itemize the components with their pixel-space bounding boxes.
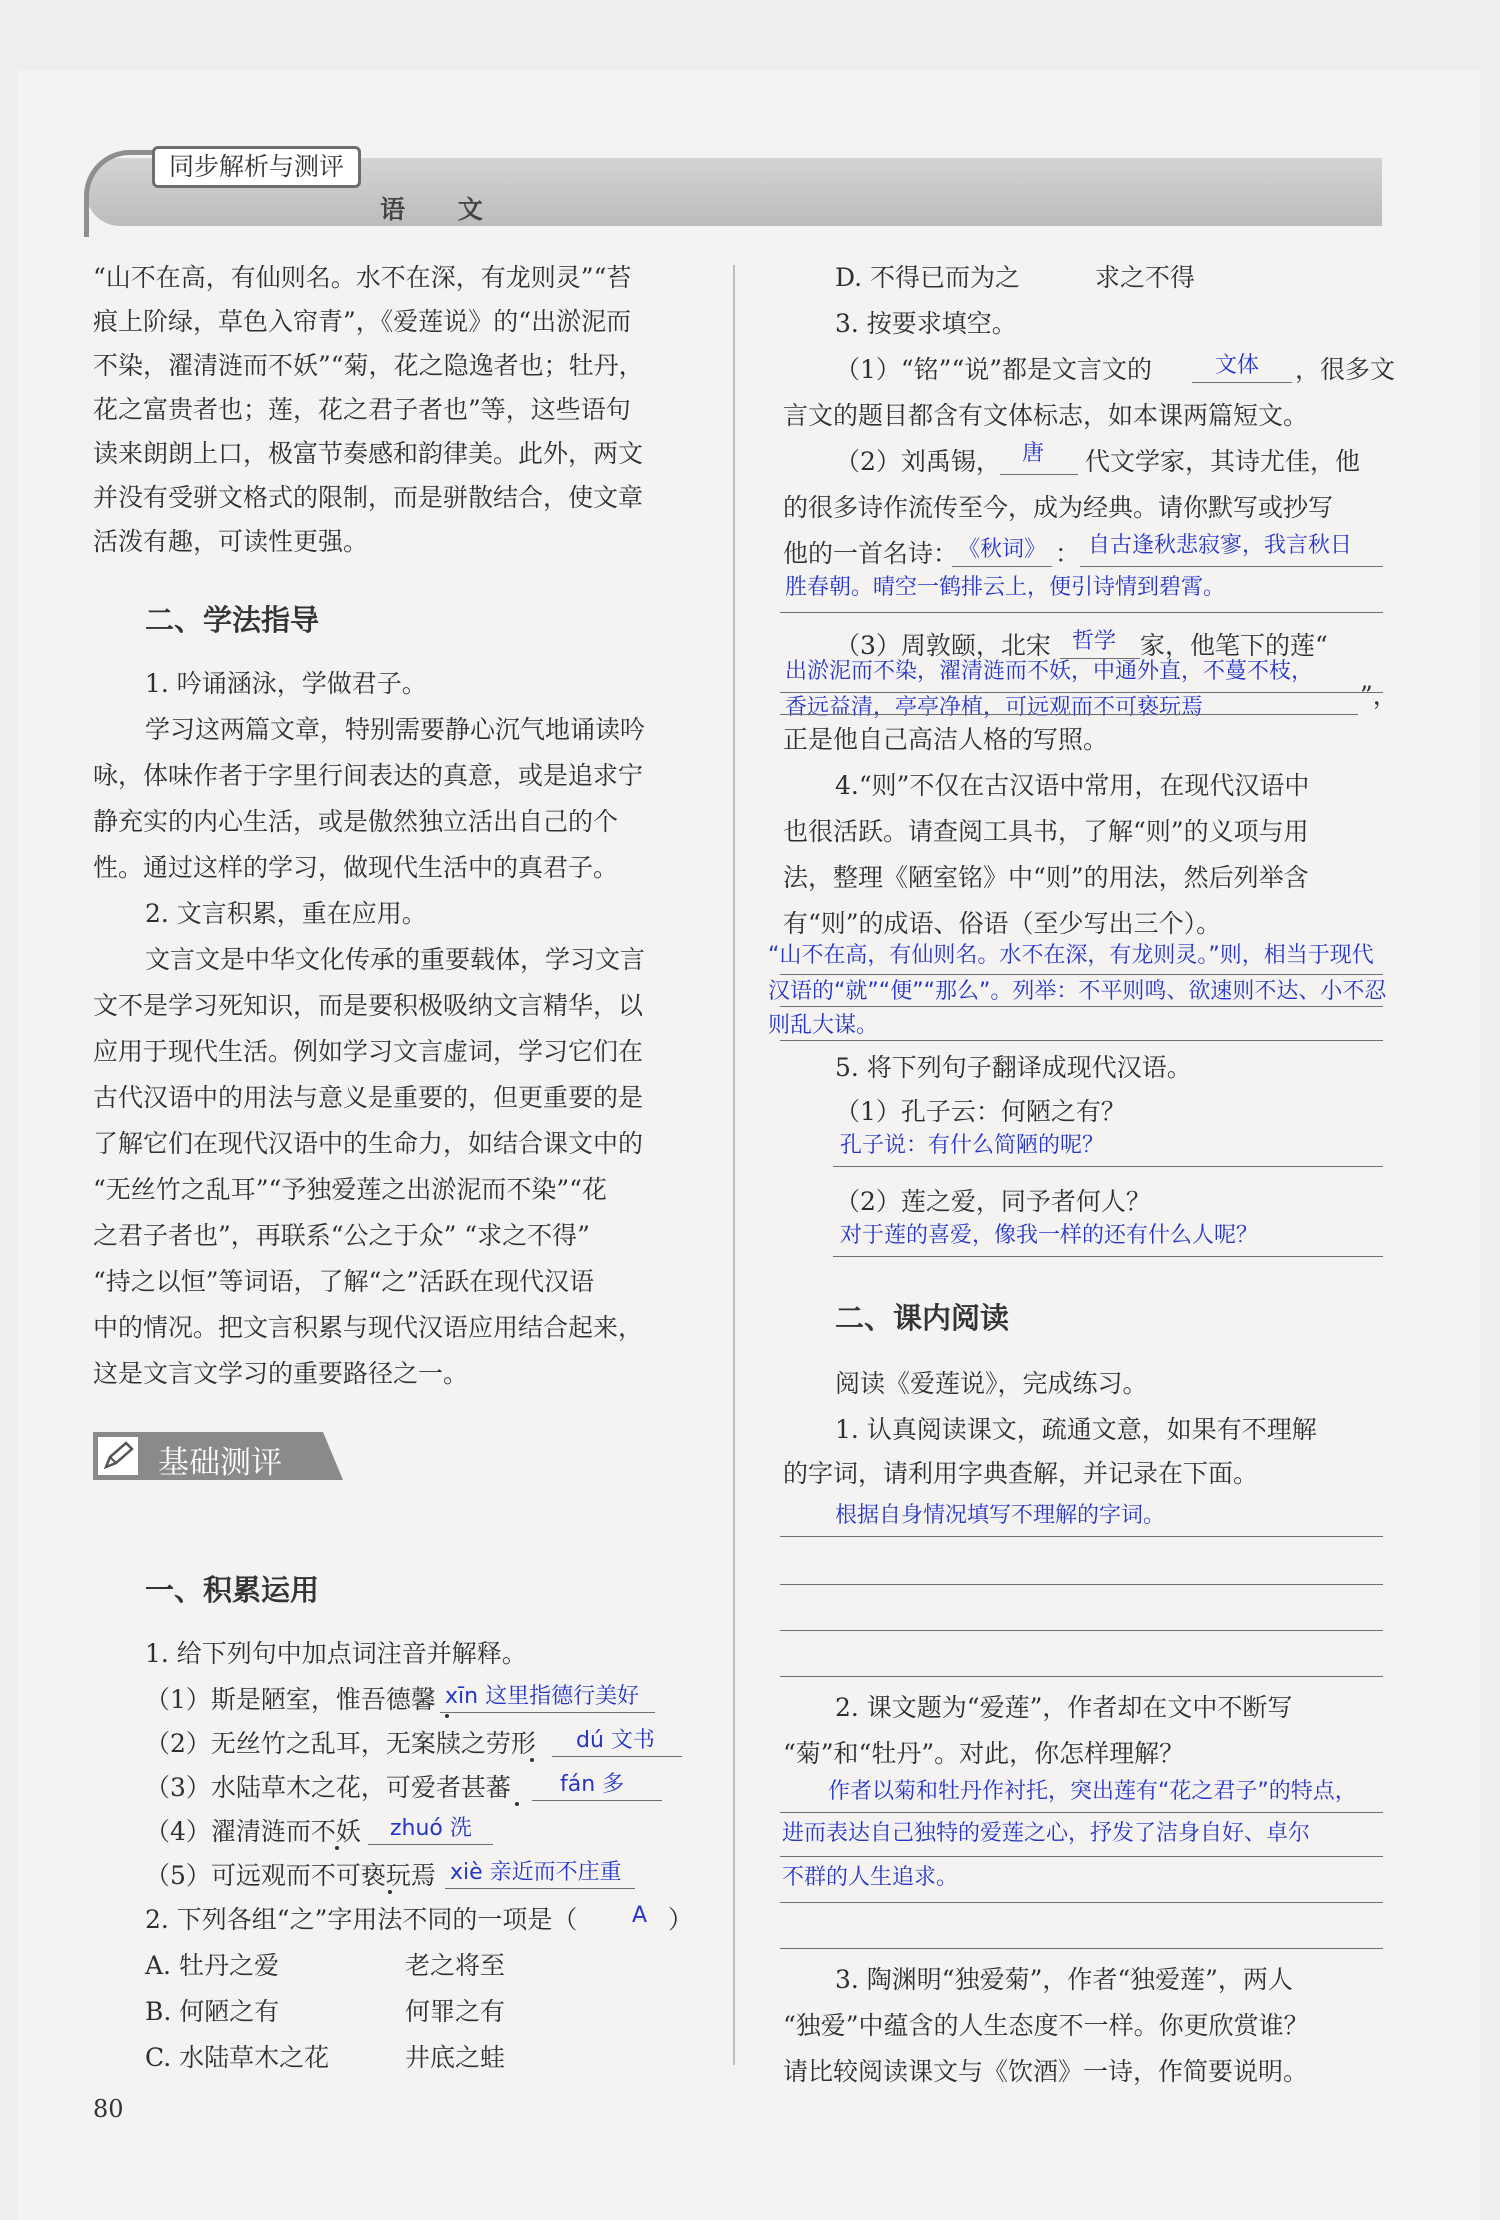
answer-line [445,1888,635,1889]
q1-answer: xiè 亲近而不庄重 [450,1860,622,1885]
q1-item: （2）无丝竹之乱耳，无案牍之劳形 [145,1729,536,1758]
q1-stem: 1. 给下列句中加点词注音并解释。 [145,1639,527,1668]
q3-1-text: 言文的题目都含有文体标志，如本课两篇短文。 [783,401,1309,430]
answer-line [780,1676,1383,1677]
banner-title: 基础测评 [158,1445,282,1481]
q3-3-text: （3）周敦颐，北宋 [835,631,1051,660]
q4-line: 4.“则”不仅在古汉语中常用，在现代汉语中 [835,771,1310,800]
q3-2-text: ： [1055,539,1081,568]
method-line: “无丝竹之乱耳”“予独爱莲之出淤泥而不染”“花 [93,1175,607,1204]
intro-line: 不染，濯清涟而不妖”“菊，花之隐逸者也；牡丹， [93,351,644,380]
q2-close: ） [668,1905,694,1934]
q3-2-answer: 唐 [1022,441,1045,466]
pencil-icon [98,1437,138,1475]
intro-line: 花之富贵者也；莲，花之君子者也”等，这些语句 [93,395,631,424]
method-line: 咏，体味作者于字里行间表达的真意，或是追求宁 [93,761,644,790]
q3-stem: 3. 按要求填空。 [835,309,1017,338]
answer-line [780,1856,1383,1857]
q5-sentence: （2）莲之爱，同予者何人？ [835,1187,1151,1216]
method-line: 了解它们在现代汉语中的生命力，如结合课文中的 [93,1129,644,1158]
answer-line [1000,474,1078,475]
r3-line: 3. 陶渊明“独爱菊”，作者“独爱莲”，两人 [835,1965,1293,1994]
q3-2-poem: 自古逢秋悲寂寥，我言秋日 [1088,533,1353,558]
intro-line: 活泼有趣，可读性更强。 [93,527,369,556]
answer-line [780,1948,1383,1949]
r2-line: “菊”和“牡丹”。对此，你怎样理解？ [783,1739,1185,1768]
q4-line: 也很活跃。请查阅工具书，了解“则”的义项与用 [783,817,1309,846]
q3-3-answer: 哲学 [1072,629,1117,654]
method-line: 古代汉语中的用法与意义是重要的，但更重要的是 [93,1083,644,1112]
q3-3-answer: 香远益清，亭亭净植，可远观而不可亵玩焉 [785,695,1204,720]
r1-line: 1. 认真阅读课文，疏通文意，如果有不理解 [835,1415,1317,1444]
r2-answer: 作者以菊和牡丹作衬托，突出莲有“花之君子”的特点， [828,1779,1357,1804]
q5-answer: 孔子说：有什么简陋的呢？ [840,1133,1105,1158]
q3-3-text: 正是他自己高洁人格的写照。 [783,725,1109,754]
q1-item: （4）濯清涟而不妖 [145,1817,361,1846]
answer-line [952,566,1052,567]
r3-line: “独爱”中蕴含的人生态度不一样。你更欣赏谁？ [783,2011,1309,2040]
page-number: 80 [93,2095,124,2123]
part-title-reading: 二、课内阅读 [835,1301,1010,1335]
q5-answer: 对于莲的喜爱，像我一样的还有什么人呢？ [840,1223,1259,1248]
q3-3-text: ”， [1360,681,1398,710]
r1-answer: 根据自身情况填写不理解的字词。 [835,1503,1166,1528]
q2-stem: 2. 下列各组“之”字用法不同的一项是（ [145,1905,578,1934]
q3-2-text: （2）刘禹锡， [835,447,1001,476]
q2-option: B. 何陋之有 [145,1997,280,2026]
reading-intro: 阅读《爱莲说》，完成练习。 [835,1369,1148,1398]
subject-label: 语 文 [380,195,505,224]
emphasis-dot [445,1714,449,1718]
answer-line [780,1812,1383,1813]
r1-line: 的字词，请利用字典查解，并记录在下面。 [783,1459,1259,1488]
q3-1-answer: 文体 [1215,353,1260,378]
q4-answer: 汉语的“就”“便”“那么”。列举：不平则鸣、欲速则不达、小不忍 [768,979,1387,1004]
answer-line [368,1844,493,1845]
q2-option: D. 不得已而为之 [835,263,1021,292]
method-line: 应用于现代生活。例如学习文言虚词，学习它们在 [93,1037,644,1066]
method-line: 这是文言文学习的重要路径之一。 [93,1359,469,1388]
q5-stem: 5. 将下列句子翻译成现代汉语。 [835,1053,1192,1082]
answer-line [780,1630,1383,1631]
method-line: 文言文是中华文化传承的重要载体，学习文言 [145,945,646,974]
q1-answer: fán 多 [560,1772,625,1797]
q3-2-text: 代文学家，其诗尤佳，他 [1085,447,1361,476]
part-title-accumulation: 一、积累运用 [145,1573,320,1607]
intro-line: 并没有受骈文格式的限制，而是骈散结合，使文章 [93,483,644,512]
q3-1-text: ，很多文 [1295,355,1396,384]
answer-line [780,1006,1383,1007]
answer-line [780,1584,1383,1585]
q3-2-poem: 胜春朝。晴空一鹤排云上，便引诗情到碧霄。 [785,575,1226,600]
q3-3-answer: 出淤泥而不染，濯清涟而不妖，中通外直，不蔓不枝， [785,659,1314,684]
emphasis-dot [335,1846,339,1850]
q3-2-text: 他的一首名诗： [783,539,959,568]
emphasis-dot [515,1802,519,1806]
answer-line [780,1536,1383,1537]
answer-line [833,1166,1383,1167]
answer-line [532,1800,662,1801]
r2-answer: 进而表达自己独特的爱莲之心，抒发了洁身自好、卓尔 [782,1821,1311,1846]
method-line: 中的情况。把文言积累与现代汉语应用结合起来， [93,1313,644,1342]
q2-option: C. 水陆草木之花 [145,2043,330,2072]
q1-item: （3）水陆草木之花，可爱者甚蕃 [145,1773,511,1802]
column-divider [733,265,735,2065]
q4-answer: “山不在高，有仙则名。水不在深，有龙则灵。”则，相当于现代 [768,943,1374,968]
method-line: 2. 文言积累，重在应用。 [145,899,427,928]
q3-3-text: 家，他笔下的莲“ [1140,631,1328,660]
intro-line: 痕上阶绿，草色入帘青”，《爱莲说》的“出淤泥而 [93,307,632,336]
q2-option: 求之不得 [1095,263,1196,292]
method-line: 1. 吟诵涵泳，学做君子。 [145,669,427,698]
series-label: 同步解析与测评 [152,146,361,188]
r3-line: 请比较阅读课文与《饮酒》一诗，作简要说明。 [783,2057,1309,2086]
method-line: “持之以恒”等词语，了解“之”活跃在现代汉语 [93,1267,595,1296]
answer-line [1080,566,1383,567]
q2-option: A. 牡丹之爱 [145,1951,279,1980]
intro-line: “山不在高，有仙则名。水不在深，有龙则灵”“苔 [93,263,632,292]
q1-item: （5）可远观而不可亵玩焉 [145,1861,436,1890]
emphasis-dot [388,1890,392,1894]
answer-line [780,612,1383,613]
method-line: 文不是学习死知识，而是要积极吸纳文言精华，以 [93,991,644,1020]
answer-line [780,692,1383,693]
method-line: 性。通过这样的学习，做现代生活中的真君子。 [93,853,619,882]
q3-2-text: 的很多诗作流传至今，成为经典。请你默写或抄写 [783,493,1334,522]
q2-answer: A [632,1903,648,1928]
q4-line: 有“则”的成语、俗语（至少写出三个）。 [783,909,1222,938]
q2-option: 老之将至 [405,1951,506,1980]
r2-line: 2. 课文题为“爱莲”，作者却在文中不断写 [835,1693,1293,1722]
method-line: 静充实的内心生活，或是傲然独立活出自己的个 [93,807,619,836]
answer-line [780,1040,1383,1041]
answer-line [552,1756,682,1757]
answer-line [780,974,1383,975]
q1-answer: dú 文书 [576,1728,655,1753]
q1-answer: zhuó 洗 [390,1816,472,1841]
q4-answer: 则乱大谋。 [768,1013,879,1038]
method-line: 学习这两篇文章，特别需要静心沉气地诵读吟 [145,715,646,744]
q3-1-text: （1）“铭”“说”都是文言文的 [835,355,1153,384]
q2-option: 井底之蛙 [405,2043,506,2072]
answer-line [1192,382,1292,383]
answer-line [833,1256,1383,1257]
section-title-method: 二、学法指导 [145,603,320,637]
answer-line [780,714,1358,715]
q2-option: 何罪之有 [405,1997,506,2026]
emphasis-dot [530,1758,534,1762]
q5-sentence: （1）孔子云：何陋之有？ [835,1097,1126,1126]
q3-2-poem-title: 《秋词》 [958,537,1047,562]
method-line: 之君子者也”，再联系“公之于众” “求之不得” [93,1221,590,1250]
answer-line [780,1902,1383,1903]
intro-line: 读来朗朗上口，极富节奏感和韵律美。此外，两文 [93,439,644,468]
q1-item: （1）斯是陋室，惟吾德馨 [145,1685,436,1714]
q4-line: 法，整理《陋室铭》中“则”的用法，然后列举含 [783,863,1309,892]
r2-answer: 不群的人生追求。 [782,1865,959,1890]
answer-line [440,1712,655,1713]
q1-answer: xīn 这里指德行美好 [445,1684,640,1709]
